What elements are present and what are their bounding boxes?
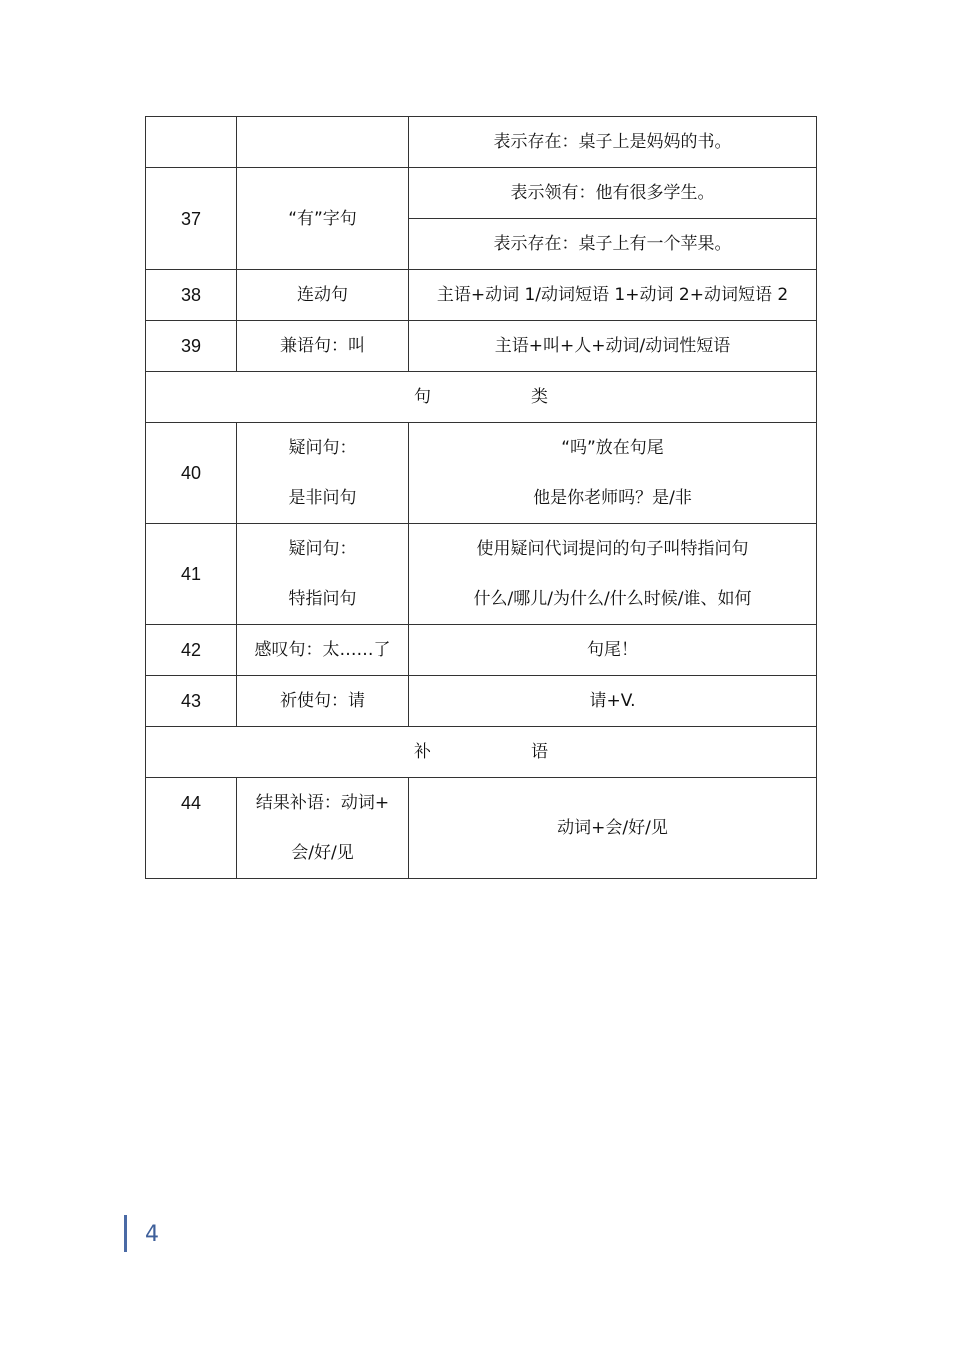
row-number: 43 (146, 676, 237, 727)
sentence-type: 祈使句：请 (237, 676, 409, 727)
example-line: “吗”放在句尾 (561, 438, 664, 458)
example-line: 使用疑问代词提问的句子叫特指问句 (476, 539, 749, 559)
section-char: 补 (414, 742, 431, 762)
type-line: 是非问句 (288, 488, 357, 508)
row-number: 38 (146, 270, 237, 321)
example: 表示存在：桌子上有一个苹果。 (409, 219, 817, 270)
table-row (146, 168, 817, 219)
row-number: 41 (146, 524, 237, 625)
sentence-type (237, 423, 409, 524)
example: 主语+动词 1/动词短语 1+动词 2+动词短语 2 (409, 270, 817, 321)
section-char: 语 (531, 742, 548, 762)
type-line: 结果补语：动词+ (255, 793, 390, 813)
sentence-type (237, 778, 409, 879)
example: 动词+会/好/见 (409, 778, 817, 879)
sentence-type (237, 117, 409, 168)
example: 表示存在：桌子上是妈妈的书。 (409, 117, 817, 168)
section-row (146, 727, 817, 778)
sentence-type: 兼语句：叫 (237, 321, 409, 372)
table-row (146, 117, 817, 168)
type-line: 特指问句 (288, 589, 357, 609)
section-header-sentence-types (146, 372, 817, 423)
section-row (146, 372, 817, 423)
table-row (146, 778, 817, 879)
row-number (146, 117, 237, 168)
example-line: 他是你老师吗？是/非 (533, 488, 692, 508)
table-row (146, 423, 817, 524)
table-row (146, 524, 817, 625)
section-char: 句 (414, 387, 431, 407)
grammar-table (145, 116, 817, 879)
table-row (146, 270, 817, 321)
sentence-type: 连动句 (237, 270, 409, 321)
table-row (146, 321, 817, 372)
example: 请+V. (409, 676, 817, 727)
row-number: 37 (146, 168, 237, 270)
row-number: 39 (146, 321, 237, 372)
example (409, 423, 817, 524)
row-number: 42 (146, 625, 237, 676)
example: 句尾！ (409, 625, 817, 676)
row-number: 44 (146, 778, 237, 879)
example (409, 524, 817, 625)
sentence-type (237, 524, 409, 625)
table-row (146, 625, 817, 676)
page-number: 4 (124, 1215, 159, 1252)
section-char: 类 (531, 387, 548, 407)
type-line: 疑问句： (288, 438, 357, 458)
section-header-complements (146, 727, 817, 778)
example: 主语+叫+人+动词/动词性短语 (409, 321, 817, 372)
table-row (146, 676, 817, 727)
example-line: 什么/哪儿/为什么/什么时候/谁、如何 (473, 589, 752, 609)
sentence-type: 感叹句：太……了 (237, 625, 409, 676)
example: 表示领有：他有很多学生。 (409, 168, 817, 219)
row-number: 40 (146, 423, 237, 524)
type-line: 会/好/见 (291, 843, 354, 863)
sentence-type: “有”字句 (237, 168, 409, 270)
type-line: 疑问句： (288, 539, 357, 559)
